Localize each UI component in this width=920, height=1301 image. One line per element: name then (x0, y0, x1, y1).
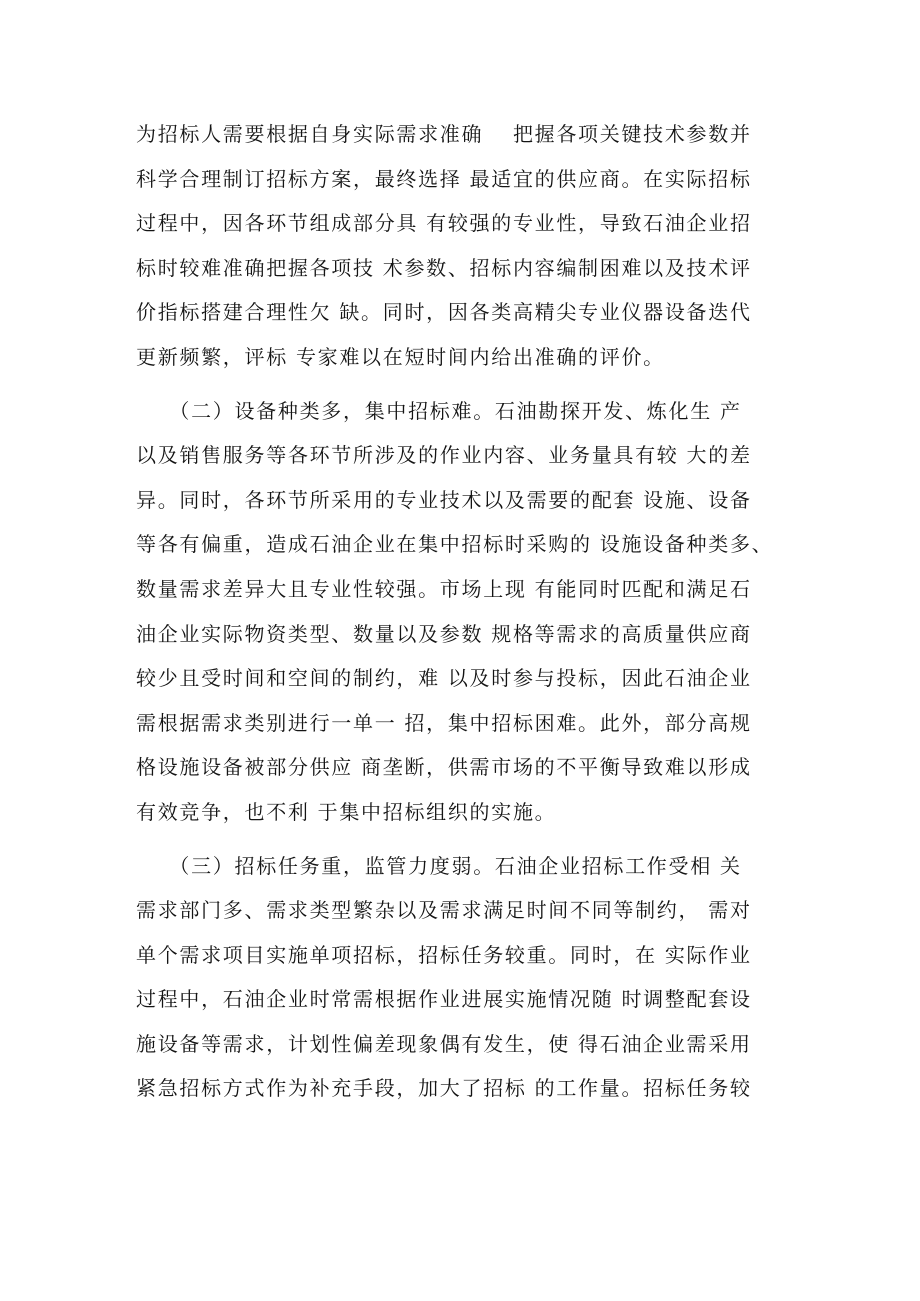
text-line: 油企业实际物资类型、数量以及参数 规格等需求的高质量供应商 (136, 621, 752, 646)
text-line: 格设施设备被部分供应 商垄断，供需市场的不平衡导致难以形成 (136, 755, 752, 780)
text-line: 过程中，因各环节组成部分具 有较强的专业性，导致石油企业招 (136, 211, 752, 236)
text-line: 紧急招标方式作为补充手段，加大了招标 的工作量。招标任务较 (136, 1076, 752, 1101)
text-line: 过程中，石油企业时常需根据作业进展实施情况随 时调整配套设 (136, 987, 752, 1012)
body-text (136, 112, 796, 1111)
text-line: 价指标搭建合理性欠 缺。同时，因各类高精尖专业仪器设备迭代 (136, 300, 752, 325)
paragraph-gap (136, 380, 796, 389)
text-line: 较少且受时间和空间的制约，难 以及时参与投标，因此石油企业 (136, 666, 752, 691)
text-line: （二）设备种类多，集中招标难。石油勘探开发、炼化生 产 (136, 398, 742, 423)
text-line: 更新频繁，评标 专家难以在短时间内给出准确的评价。 (136, 344, 665, 369)
text-line: 异。同时，各环节所采用的专业技术以及需要的配套 设施、设备 (136, 487, 752, 512)
text-line: 数量需求差异大且专业性较强。市场上现 有能同时匹配和满足石 (136, 576, 752, 601)
text-line: 标时较难准确把握各项技 术参数、招标内容编制困难以及技术评 (136, 255, 752, 280)
text-line: 有效竞争，也不利 于集中招标组织的实施。 (136, 799, 557, 824)
text-line: 为招标人需要根据自身实际需求准确 把握各项关键技术参数并 (136, 122, 752, 146)
text-line: （三）招标任务重，监管力度弱。石油企业招标工作受相 关 (136, 853, 742, 878)
text-line: 施设备等需求，计划性偏差现象偶有发生，使 得石油企业需采用 (136, 1031, 752, 1056)
paragraph-gap (136, 835, 796, 844)
text-line: 等各有偏重，造成石油企业在集中招标时采购的 设施设备种类多、 (136, 532, 774, 557)
text-line: 单个需求项目实施单项招标，招标任务较重。同时，在 实际作业 (136, 942, 752, 967)
text-line: 以及销售服务等各环节所涉及的作业内容、业务量具有较 大的差 (136, 443, 752, 468)
text-line: 需求部门多、需求类型繁杂以及需求满足时间不同等制约， 需对 (136, 898, 752, 923)
text-line: 科学合理制订招标方案，最终选择 最适宜的供应商。在实际招标 (136, 166, 752, 191)
text-line: 需根据需求类别进行一单一 招，集中招标困难。此外，部分高规 (136, 710, 752, 735)
